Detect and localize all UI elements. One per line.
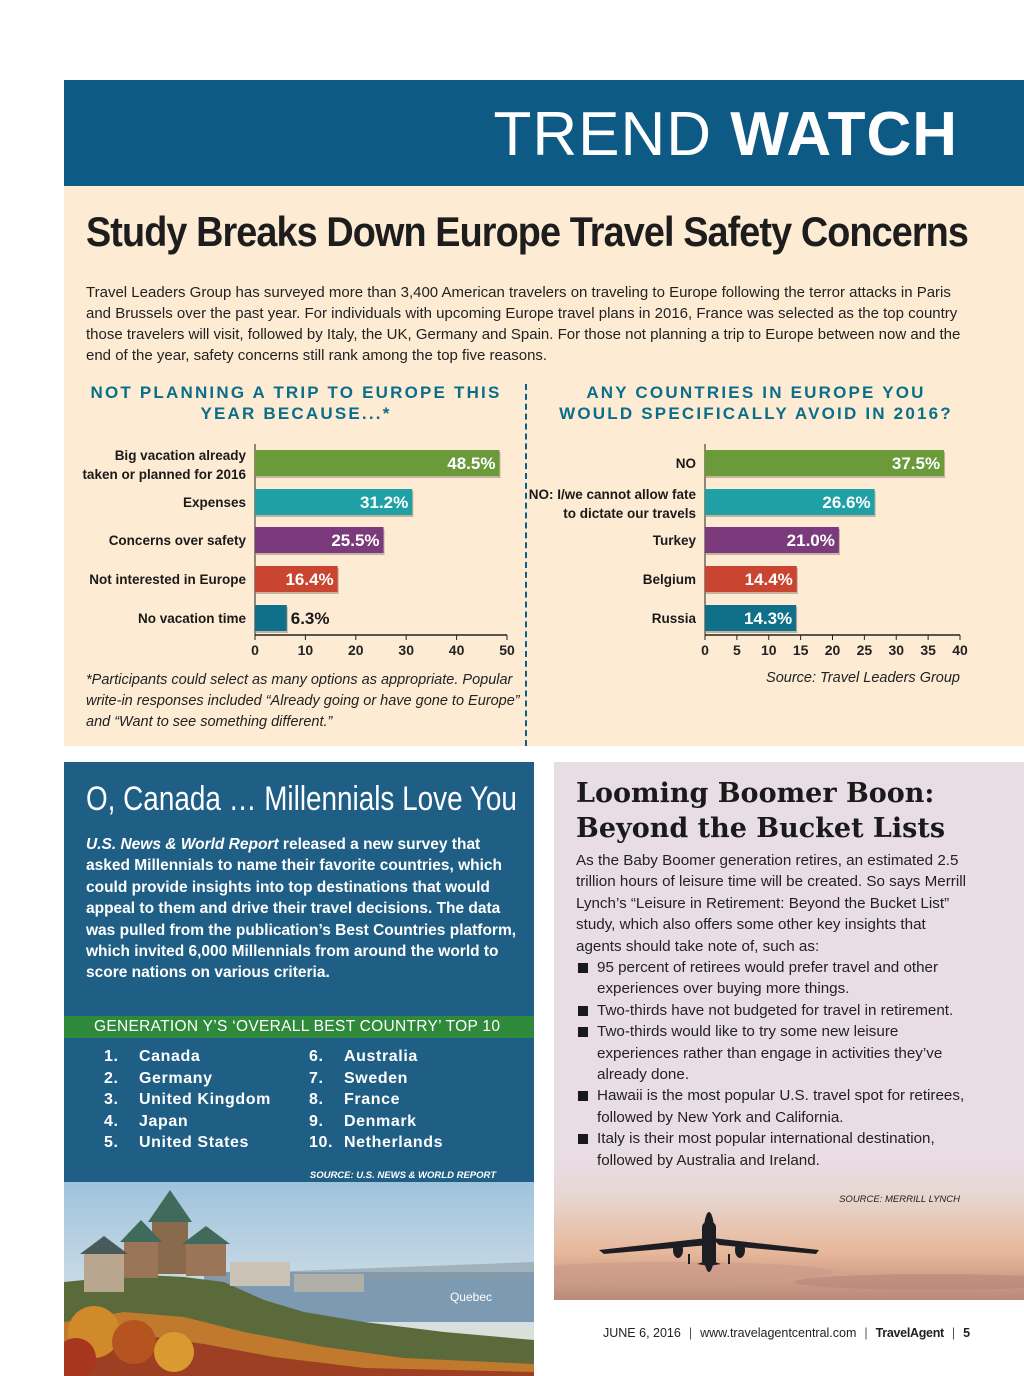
chart1-data-label: 31.2%	[360, 493, 409, 512]
boomer-title-line2: Beyond the Bucket Lists	[576, 813, 946, 844]
chart2-tick-label: 5	[732, 642, 741, 658]
rank-item	[309, 1132, 443, 1154]
rank-country: United States	[139, 1134, 250, 1152]
rank-item	[104, 1132, 271, 1154]
bullet-square-icon	[578, 963, 588, 973]
chart1-category-label: Expenses	[182, 495, 246, 510]
rank-country: United Kingdom	[139, 1091, 271, 1109]
top10-heading: GENERATION Y’S ‘OVERALL BEST COUNTRY’ TOP 10	[64, 1016, 534, 1038]
chart2-data-label: 37.5%	[891, 454, 941, 473]
rank-country: Canada	[139, 1048, 201, 1065]
boomer-source: SOURCE: MERRILL LYNCH	[839, 1194, 960, 1205]
chart1-tick-label: 20	[348, 642, 364, 658]
rank-item	[309, 1111, 443, 1133]
rank-number: 4.	[104, 1112, 119, 1130]
rank-country: Denmark	[344, 1112, 417, 1130]
chart1-data-label: 25.5%	[331, 531, 380, 550]
rank-item	[309, 1068, 443, 1090]
publication-name: U.S. News & World Report	[86, 836, 279, 853]
chart2-category-label-line: NO: I/we cannot allow fate	[528, 487, 696, 502]
boomer-bullet-item	[576, 957, 968, 1000]
rank-number: 8.	[309, 1091, 324, 1109]
rank-item	[104, 1046, 271, 1068]
chart1-data-label: 6.3%	[290, 609, 330, 628]
boomer-intro: As the Baby Boomer generation retires, an estimated 2.5 trillion hours of leisure time will be created. So says Merrill Lynch’s “Leisure in Retirement: Beyond the Bucket List” study, which also offers some other key insights that agents should take note of, such as:	[576, 852, 966, 955]
chart-footnote: *Participants could select as many options as appropriate. Popular write-in responses included “Already going or have gone to Europe” and “Want to see something different.”	[86, 672, 520, 730]
rank-country: Germany	[139, 1069, 213, 1087]
chart2-data-label: 14.3%	[743, 609, 793, 628]
canada-body-text: released a new survey that asked Millennials to name their favorite countries, which could provide insights into top destinations that would appeal to them and drive their travel decisions. The data was pulled from the publication’s Best Countries platform, which invited 6,000 Millennials from around the world to score nations on various criteria.	[86, 836, 517, 982]
bullet-square-icon	[578, 1006, 588, 1016]
rank-country: Netherlands	[344, 1134, 444, 1152]
chart1-tick-label: 0	[251, 642, 259, 658]
boomer-bullet-text: 95 percent of retirees would prefer travel and other experiences over buying more things.	[597, 959, 939, 998]
canada-title: O, Canada … Millennials Love You	[86, 780, 517, 818]
rank-item	[104, 1111, 271, 1133]
boomer-bullet-item	[576, 1085, 968, 1128]
rank-number: 3.	[104, 1091, 119, 1109]
chart1-data-label: 48.5%	[447, 454, 496, 473]
chart1-category-label: Concerns over safety	[108, 533, 246, 548]
boomer-bullet-list	[576, 957, 968, 1171]
rank-number: 10.	[309, 1134, 334, 1152]
footer-url[interactable]: www.travelagentcentral.com	[700, 1326, 857, 1340]
rank-number: 7.	[309, 1069, 324, 1087]
footer-date: JUNE 6, 2016	[603, 1326, 681, 1340]
chart1-bar	[255, 605, 287, 631]
quebec-photo	[64, 1182, 534, 1376]
rank-number: 9.	[309, 1112, 324, 1130]
footer-brand: TravelAgent	[875, 1326, 944, 1340]
chart2-tick-label: 30	[888, 642, 905, 658]
rank-number: 5.	[104, 1134, 119, 1152]
chart-source: Source: Travel Leaders Group	[766, 670, 960, 686]
canada-body	[86, 834, 518, 984]
chart2-data-label: 21.0%	[786, 531, 835, 550]
chart2-tick-label: 35	[920, 642, 936, 658]
boomer-body	[576, 850, 968, 1171]
boomer-bullet-text: Italy is their most popular international destination, followed by Australia and Ireland.	[597, 1130, 935, 1169]
rank-item	[309, 1089, 443, 1111]
top10-list-right	[309, 1046, 443, 1154]
chart2-category-label: Turkey	[652, 533, 696, 548]
chart2-tick-label: 20	[824, 642, 841, 658]
study-panel	[64, 186, 1024, 746]
boomer-panel	[554, 762, 1024, 1300]
chart1-category-label-line: taken or planned for 2016	[82, 467, 246, 482]
page-number: 5	[963, 1326, 971, 1340]
chart1-tick-label: 40	[448, 642, 465, 658]
chart1-data-label: 16.4%	[285, 570, 334, 589]
top10-list-left	[104, 1046, 271, 1154]
chart2-data-label: 26.6%	[822, 493, 871, 512]
page-footer: JUNE 6, 2016 | www.travelagentcentral.com | TravelAgent | 5	[603, 1326, 971, 1340]
bullet-square-icon	[578, 1091, 588, 1101]
study-intro: Travel Leaders Group has surveyed more than 3,400 American travelers on traveling to Europe following the terror attacks in Paris and Brussels over the past year. For individuals with upcoming Europe travel plans in 2016, France was selected as the top country those travelers will visit, followed by Italy, the UK, Germany and Spain. For those not planning a trip to Europe between now and the end of the year, safety concerns still rank among the top five reasons.	[86, 284, 961, 364]
rank-number: 1.	[104, 1048, 119, 1065]
chart2-tick-label: 25	[856, 642, 873, 658]
rank-country: Japan	[139, 1112, 189, 1130]
bullet-square-icon	[578, 1027, 588, 1037]
chart2-tick-label: 10	[760, 642, 777, 658]
boomer-bullet-item	[576, 1000, 968, 1021]
rank-country: Sweden	[344, 1069, 409, 1087]
rank-number: 6.	[309, 1048, 324, 1065]
chart2-tick-label: 40	[952, 642, 968, 658]
boomer-bullet-item	[576, 1128, 968, 1171]
chart2-category-label: NO	[675, 456, 696, 471]
boomer-bullet-text: Two-thirds would like to try some new leisure experiences rather than engage in activities they’ve already done.	[597, 1023, 943, 1084]
chart1-tick-label: 50	[499, 642, 515, 658]
photo-caption: Quebec	[449, 1290, 492, 1304]
rank-item	[104, 1089, 271, 1111]
rank-item	[104, 1068, 271, 1090]
chart1-category-label	[82, 448, 246, 482]
rank-country: Australia	[344, 1048, 418, 1065]
chart1-category-label-line: Big vacation already	[114, 448, 246, 463]
chart2-category-label: Belgium	[642, 572, 696, 587]
canada-source: SOURCE: U.S. NEWS & WORLD REPORT	[309, 1170, 496, 1181]
trend-watch-banner	[64, 80, 1024, 186]
boomer-bullet-text: Two-thirds have not budgeted for travel in retirement.	[597, 1001, 954, 1019]
boomer-bullet-text: Hawaii is the most popular U.S. travel spot for retirees, followed by New York and California.	[597, 1087, 965, 1126]
bullet-square-icon	[578, 1134, 588, 1144]
chart2-category-label	[529, 487, 697, 521]
boomer-title	[576, 776, 945, 846]
boomer-title-line1: Looming Boomer Boon:	[576, 778, 935, 809]
boomer-bullet-item	[576, 1021, 968, 1085]
chart1-category-label: Not interested in Europe	[89, 572, 246, 587]
charts-canvas	[64, 186, 1024, 746]
chart2-tick-label: 15	[792, 642, 809, 658]
chart2-data-label: 14.4%	[744, 570, 793, 589]
canada-panel	[64, 762, 534, 1376]
rank-number: 2.	[104, 1069, 119, 1087]
chart1-tick-label: 30	[398, 642, 414, 658]
section-title-thin: TREND	[493, 100, 713, 169]
chart1-category-label: No vacation time	[137, 611, 246, 626]
section-title-bold: WATCH	[730, 100, 958, 169]
chart1-tick-label: 10	[297, 642, 314, 658]
chart1-title: NOT PLANNING A TRIP TO EUROPE THIS YEAR BECAUSE...*	[90, 383, 502, 423]
rank-country: France	[344, 1091, 401, 1109]
chart2-tick-label: 0	[701, 642, 709, 658]
rank-item	[309, 1046, 443, 1068]
study-headline: Study Breaks Down Europe Travel Safety Concerns	[86, 208, 968, 255]
chart2-title: ANY COUNTRIES IN EUROPE YOU WOULD SPECIFICALLY AVOID IN 2016?	[559, 383, 953, 423]
section-title	[493, 100, 959, 169]
chart2-category-label-line: to dictate our travels	[563, 506, 696, 521]
chart2-category-label: Russia	[651, 611, 696, 626]
